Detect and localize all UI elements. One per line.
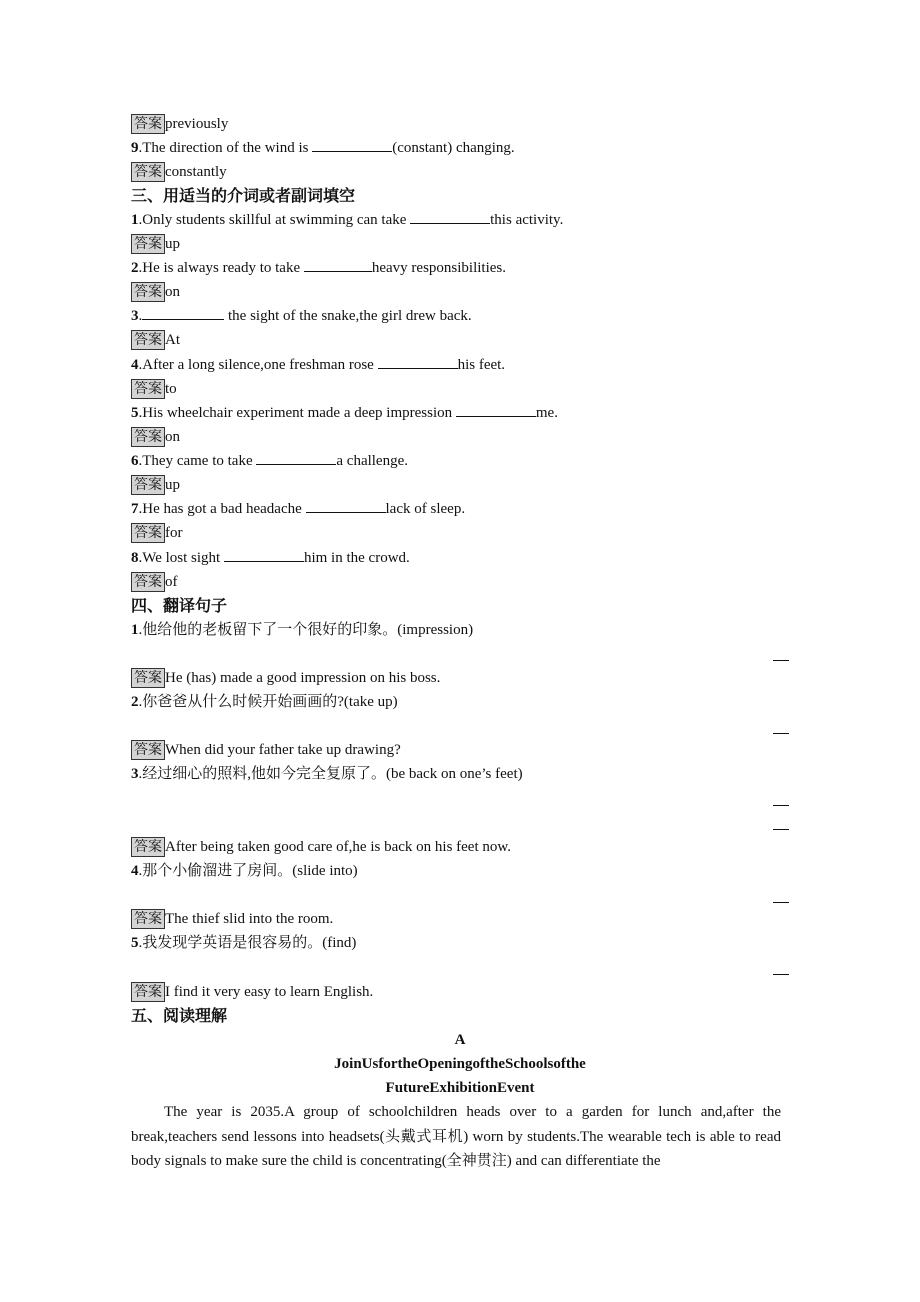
answer-badge: 答案: [131, 572, 165, 592]
translation-item: [131, 763, 523, 785]
section-title: 三、用适当的介词或者副词填空: [131, 186, 356, 205]
answer-badge: 答案: [131, 282, 165, 302]
answer-row: [131, 378, 177, 400]
answer-badge: 答案: [131, 668, 165, 688]
question-item: [131, 209, 563, 231]
question-text: .你爸爸从什么时候开始画画的?(take up): [138, 694, 398, 710]
answer-blank[interactable]: [142, 305, 224, 320]
question-text: .经过细心的照料,他如今完全复原了。(be back on one’s feet): [138, 766, 523, 782]
answer-row: [131, 908, 333, 930]
question-number: 9: [131, 140, 139, 156]
question-text: .我发现学英语是很容易的。(find): [138, 935, 357, 951]
question-text: .那个小偷溜进了房间。(slide into): [138, 863, 358, 879]
question-number: 8: [131, 550, 139, 566]
section-title: 四、翻译句子: [131, 596, 228, 615]
question-number: 1: [131, 622, 139, 638]
answer-text: At: [165, 332, 180, 348]
question-number: 4: [131, 357, 139, 373]
question-text: .Only students skillful at swimming can take: [138, 212, 411, 228]
answer-blank[interactable]: [256, 450, 336, 465]
question-text: .After a long silence,one freshman rose: [138, 357, 378, 373]
question-number: 6: [131, 453, 139, 469]
answer-line[interactable]: [773, 829, 789, 830]
question-number: 5: [131, 935, 139, 951]
answer-blank[interactable]: [410, 209, 490, 224]
answer-badge: 答案: [131, 982, 165, 1002]
question-text: .He has got a bad headache: [138, 501, 306, 517]
answer-row: [131, 571, 178, 593]
question-number: 7: [131, 501, 139, 517]
answer-text: constantly: [165, 164, 227, 180]
answer-text: After being taken good care of,he is back on his feet now.: [165, 839, 511, 855]
translation-item: [131, 932, 356, 954]
answer-row: [131, 981, 373, 1003]
translation-item: [131, 619, 473, 641]
answer-row: [131, 522, 183, 544]
answer-blank[interactable]: [456, 402, 536, 417]
answer-row: [131, 426, 180, 448]
answer-line[interactable]: [773, 974, 789, 975]
question-number: 1: [131, 212, 139, 228]
answer-badge: 答案: [131, 330, 165, 350]
translation-item: [131, 691, 398, 713]
answer-text: for: [165, 525, 183, 541]
answer-blank[interactable]: [304, 257, 372, 272]
question-text: the sight of the snake,the girl drew back.: [224, 308, 472, 324]
answer-text: on: [165, 284, 180, 300]
answer-text: of: [165, 574, 178, 590]
answer-badge: 答案: [131, 475, 165, 495]
question-text: his feet.: [457, 357, 506, 373]
question-item: [131, 402, 558, 424]
question-number: 4: [131, 863, 139, 879]
answer-row: [131, 474, 180, 496]
question-item: [131, 354, 505, 376]
answer-row: [131, 233, 180, 255]
answer-8: [131, 113, 228, 135]
question-text: him in the crowd.: [303, 550, 410, 566]
answer-9: [131, 161, 227, 183]
question-text: me.: [535, 405, 558, 421]
answer-text: I find it very easy to learn English.: [165, 984, 374, 1000]
translation-item: [131, 860, 358, 882]
answer-blank[interactable]: [306, 498, 386, 513]
answer-badge: 答案: [131, 837, 165, 857]
answer-text: previously: [165, 116, 229, 132]
answer-badge: 答案: [131, 379, 165, 399]
answer-row: [131, 329, 180, 351]
question-text: lack of sleep.: [385, 501, 466, 517]
passage-paragraph: The year is 2035.A group of schoolchildren heads over to a garden for lunch and,after the break,teachers send lessons into headsets(头戴式耳机) worn by students.The wearable tech is able to read body signals to make sure the child is concentrating(全神贯注) and can differentiate the: [131, 1104, 781, 1169]
answer-badge: 答案: [131, 740, 165, 760]
answer-line[interactable]: [773, 660, 789, 661]
passage-label: A: [454, 1032, 466, 1048]
question-text: .He is always ready to take: [138, 260, 304, 276]
question-item: [131, 305, 472, 327]
answer-blank[interactable]: [224, 547, 304, 562]
question-9: [131, 137, 515, 159]
answer-line[interactable]: [773, 733, 789, 734]
answer-text: up: [165, 477, 180, 493]
answer-badge: 答案: [131, 114, 165, 134]
question-number: 3: [131, 766, 139, 782]
question-text: .We lost sight: [138, 550, 224, 566]
answer-text: The thief slid into the room.: [165, 911, 334, 927]
answer-blank[interactable]: [312, 137, 392, 152]
answer-text: up: [165, 236, 180, 252]
passage-heading-line2: FutureExhibitionEvent: [385, 1080, 535, 1096]
answer-row: [131, 739, 401, 761]
answer-row: [131, 836, 511, 858]
answer-badge: 答案: [131, 234, 165, 254]
answer-text: When did your father take up drawing?: [165, 742, 401, 758]
passage-heading-line1: JoinUsfortheOpeningoftheSchoolsofthe: [334, 1056, 586, 1072]
answer-line[interactable]: [773, 902, 789, 903]
question-text: heavy responsibilities.: [371, 260, 507, 276]
question-text: .: [138, 308, 143, 324]
answer-row: [131, 667, 440, 689]
answer-blank[interactable]: [378, 354, 458, 369]
question-number: 2: [131, 694, 139, 710]
question-text: .他给他的老板留下了一个很好的印象。(impression): [138, 622, 474, 638]
question-text: .The direction of the wind is: [138, 140, 313, 156]
answer-text: He (has) made a good impression on his boss.: [165, 670, 441, 686]
question-text: a challenge.: [336, 453, 408, 469]
question-text: .They came to take: [138, 453, 257, 469]
question-item: [131, 257, 506, 279]
question-number: 2: [131, 260, 139, 276]
question-text: this activity.: [490, 212, 564, 228]
answer-text: to: [165, 381, 177, 397]
answer-row: [131, 281, 180, 303]
answer-badge: 答案: [131, 162, 165, 182]
answer-line[interactable]: [773, 805, 789, 806]
question-text: (constant) changing.: [392, 140, 515, 156]
answer-badge: 答案: [131, 427, 165, 447]
answer-text: on: [165, 429, 180, 445]
answer-badge: 答案: [131, 523, 165, 543]
answer-badge: 答案: [131, 909, 165, 929]
question-number: 5: [131, 405, 139, 421]
question-text: .His wheelchair experiment made a deep impression: [138, 405, 456, 421]
question-number: 3: [131, 308, 139, 324]
section-title: 五、阅读理解: [131, 1006, 228, 1025]
question-item: [131, 450, 408, 472]
question-item: [131, 498, 465, 520]
question-item: [131, 547, 410, 569]
